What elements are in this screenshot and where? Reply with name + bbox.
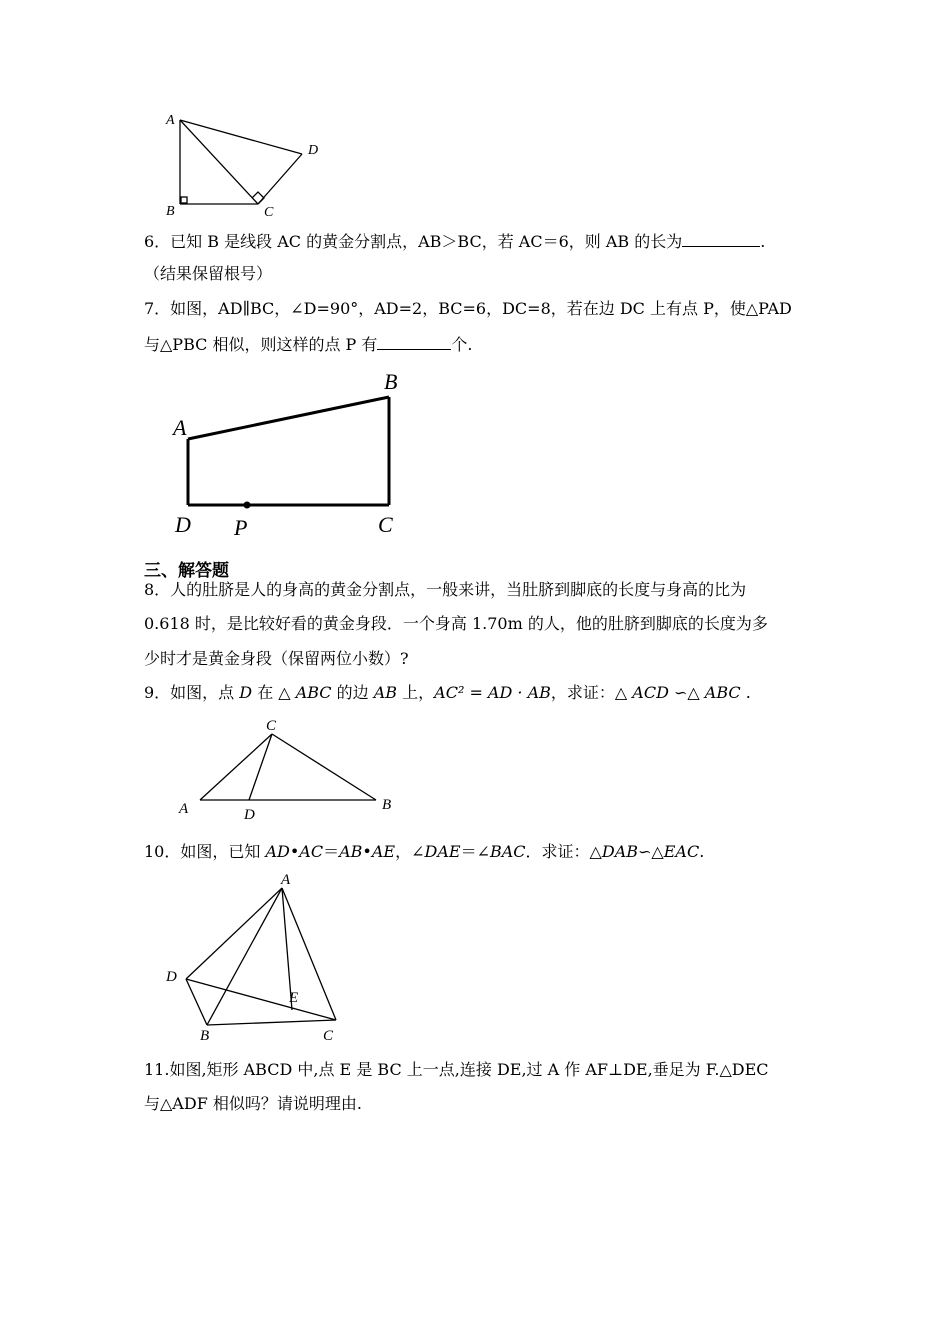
fig7-label-p: P [234, 515, 248, 540]
fig-top-label-c: C [264, 205, 274, 220]
q8-line2: 0.618 时，是比较好看的黄金身段．一个身高 1.70m 的人，他的肚脐到脚底的长度为多 [144, 614, 768, 633]
q7-suffix: 个. [451, 335, 473, 354]
q9-similar-statement: △ ACD ∽△ ABC [614, 683, 741, 702]
q9-text-4: 上， [397, 683, 435, 702]
q10-triangle-dab: DAB [601, 842, 638, 861]
q10-text-7: . [699, 842, 705, 861]
fig-top-label-b: B [166, 204, 175, 219]
q9-triangle-abc: △ ABC [278, 683, 332, 702]
q9-text-5: ，求证： [550, 683, 615, 702]
figure-top [160, 108, 350, 223]
figure-q10 [158, 868, 378, 1043]
fig7-label-b: B [384, 369, 398, 394]
q9-var-ab: AB [373, 683, 398, 702]
q9-var-d: D [239, 683, 253, 702]
q10-var-ad-ac: AD•AC [265, 842, 324, 861]
fig-top-label-a: A [166, 113, 175, 128]
q10-triangle-eac: EAC [663, 842, 700, 861]
section-heading: 三、解答题 [144, 561, 229, 581]
fig10-label-e: E [289, 990, 299, 1006]
fig9-label-c: C [266, 718, 277, 734]
q7-line1: 7．如图，AD∥BC，∠D=90°，AD=2，BC=6，DC=8，若在边 DC 上有点 P，使△PAD [144, 299, 792, 318]
q10-text-5: ．求证：△ [525, 842, 602, 861]
figure-q7 [165, 365, 425, 540]
q10-text-3: ，∠ [395, 842, 425, 861]
q8-line3: 少时才是黄金身段（保留两位小数）? [144, 649, 409, 668]
q10-text-1: 10．如图，已知 [144, 842, 266, 861]
fig7-label-a: A [173, 415, 187, 440]
fig9-label-a: A [179, 801, 189, 817]
q10-var-ab-ae: AB•AE [339, 842, 396, 861]
q10-text-6: ∽△ [638, 842, 664, 861]
q6-text: 6．已知 B 是线段 AC 的黄金分割点，AB＞BC，若 AC＝6，则 AB 的长为 [144, 232, 683, 251]
q10-text-2: ＝ [323, 842, 340, 861]
q7-text: 与△PBC 相似，则这样的点 P 有 [144, 335, 378, 354]
q6-line1 [144, 230, 765, 252]
q6-answer-blank[interactable] [682, 230, 760, 247]
figure-q9 [170, 714, 410, 824]
q10-angle-dae: DAE [424, 842, 461, 861]
point-p [244, 502, 251, 509]
q9-line [144, 683, 751, 703]
q11-line2: 与△ADF 相似吗？请说明理由. [144, 1094, 362, 1113]
fig10-label-b: B [200, 1028, 210, 1044]
fig10-label-a: A [281, 872, 291, 888]
q10-line [144, 842, 704, 862]
fig7-label-c: C [378, 512, 393, 537]
fig10-label-d: D [166, 969, 177, 985]
q9-text-6: . [740, 683, 751, 702]
q9-text-1: 9．如图，点 [144, 683, 240, 702]
q9-text-3: 的边 [331, 683, 374, 702]
q9-equation: AC² = AD · AB [434, 683, 551, 702]
q8-line1: 8．人的肚脐是人的身高的黄金分割点，一般来讲，当肚脐到脚底的长度与身高的比为 [144, 580, 747, 599]
q7-answer-blank[interactable] [377, 333, 451, 350]
q9-text-2: 在 [252, 683, 279, 702]
q7-line2 [144, 333, 473, 355]
fig9-label-d: D [244, 807, 255, 823]
q10-angle-bac: BAC [489, 842, 526, 861]
q10-text-4: ＝∠ [460, 842, 490, 861]
fig9-label-b: B [382, 797, 392, 813]
fig-top-label-d: D [308, 143, 319, 158]
q11-line1: 11.如图,矩形 ABCD 中,点 E 是 BC 上一点,连接 DE,过 A 作 AF⊥DE,垂足为 F.△DEC [144, 1060, 769, 1079]
fig10-label-c: C [323, 1028, 334, 1044]
q6-line2: （结果保留根号） [144, 264, 273, 283]
fig7-label-d: D [175, 512, 191, 537]
q6-period: . [760, 232, 766, 251]
